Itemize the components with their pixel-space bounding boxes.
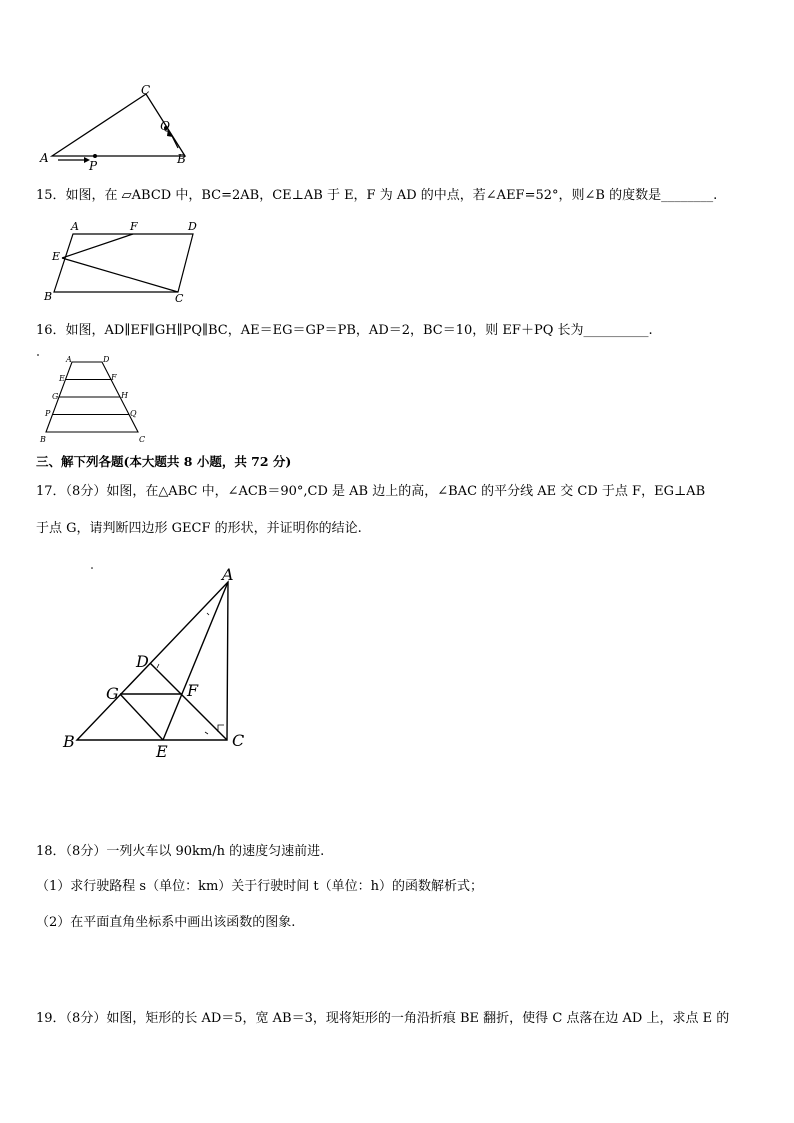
label-A: A <box>66 355 72 364</box>
section-3-heading: 三、解下列各题(本大题共 8 小题，共 72 分) <box>36 454 292 469</box>
label-E: E <box>52 250 61 263</box>
label-D: D <box>103 355 110 364</box>
q14-triangle-figure <box>30 80 210 173</box>
label-G: G <box>52 392 59 401</box>
label-P: P <box>45 409 51 418</box>
question-15: 15．如图，在 ▱ABCD 中，BC=2AB，CE⊥AB 于 E，F 为 AD 的中点，若∠AEF=52°，则∠B 的度数是________. <box>36 188 718 203</box>
q16-trapezoid-figure <box>35 352 155 444</box>
label-A: A <box>71 220 79 233</box>
label-C: C <box>141 83 151 97</box>
label-E: E <box>59 374 65 383</box>
question-16: 16．如图，AD∥EF∥GH∥PQ∥BC，AE＝EG＝GP＝PB，AD＝2，BC＝10，则 EF＋PQ 长为__________. <box>36 323 653 338</box>
label-E: E <box>156 742 168 761</box>
label-A: A <box>40 151 49 165</box>
label-F: F <box>130 220 138 233</box>
label-C: C <box>175 292 184 305</box>
question-19: 19．（8分）如图，矩形的长 AD＝5，宽 AB＝3，现将矩形的一角沿折痕 BE 翻折，使得 C 点落在边 AD 上，求点 E 的 <box>36 1011 730 1026</box>
label-A: A <box>222 565 234 584</box>
label-D: D <box>188 220 197 233</box>
label-D: D <box>136 652 149 671</box>
question-18-title: 18．（8分）一列火车以 90km/h 的速度匀速前进. <box>36 844 325 859</box>
label-Q: Q <box>160 119 170 133</box>
label-F: F <box>111 373 117 382</box>
label-B: B <box>40 435 46 444</box>
question-17-line-1: 17．（8分）如图，在△ABC 中，∠ACB＝90°,CD 是 AB 边上的高，∠BAC 的平分线 AE 交 CD 于点 F，EG⊥AB <box>36 484 706 499</box>
label-H: H <box>121 391 128 400</box>
label-C: C <box>232 731 245 750</box>
q15-parallelogram-figure <box>40 218 200 308</box>
label-P: P <box>89 159 98 173</box>
label-B: B <box>177 152 186 166</box>
question-18-part-2: （2）在平面直角坐标系中画出该函数的图象. <box>36 915 296 930</box>
label-G: G <box>106 684 119 703</box>
label-F: F <box>187 681 199 700</box>
label-B: B <box>44 290 53 303</box>
question-17-line-2: 于点 G，请判断四边形 GECF 的形状，并证明你的结论. <box>36 521 362 536</box>
q17-triangle-figure <box>60 560 260 765</box>
label-C: C <box>139 435 146 444</box>
label-B: B <box>63 732 75 751</box>
label-Q: Q <box>130 409 137 418</box>
question-18-part-1: （1）求行驶路程 s（单位：km）关于行驶时间 t（单位：h）的函数解析式； <box>36 879 484 894</box>
